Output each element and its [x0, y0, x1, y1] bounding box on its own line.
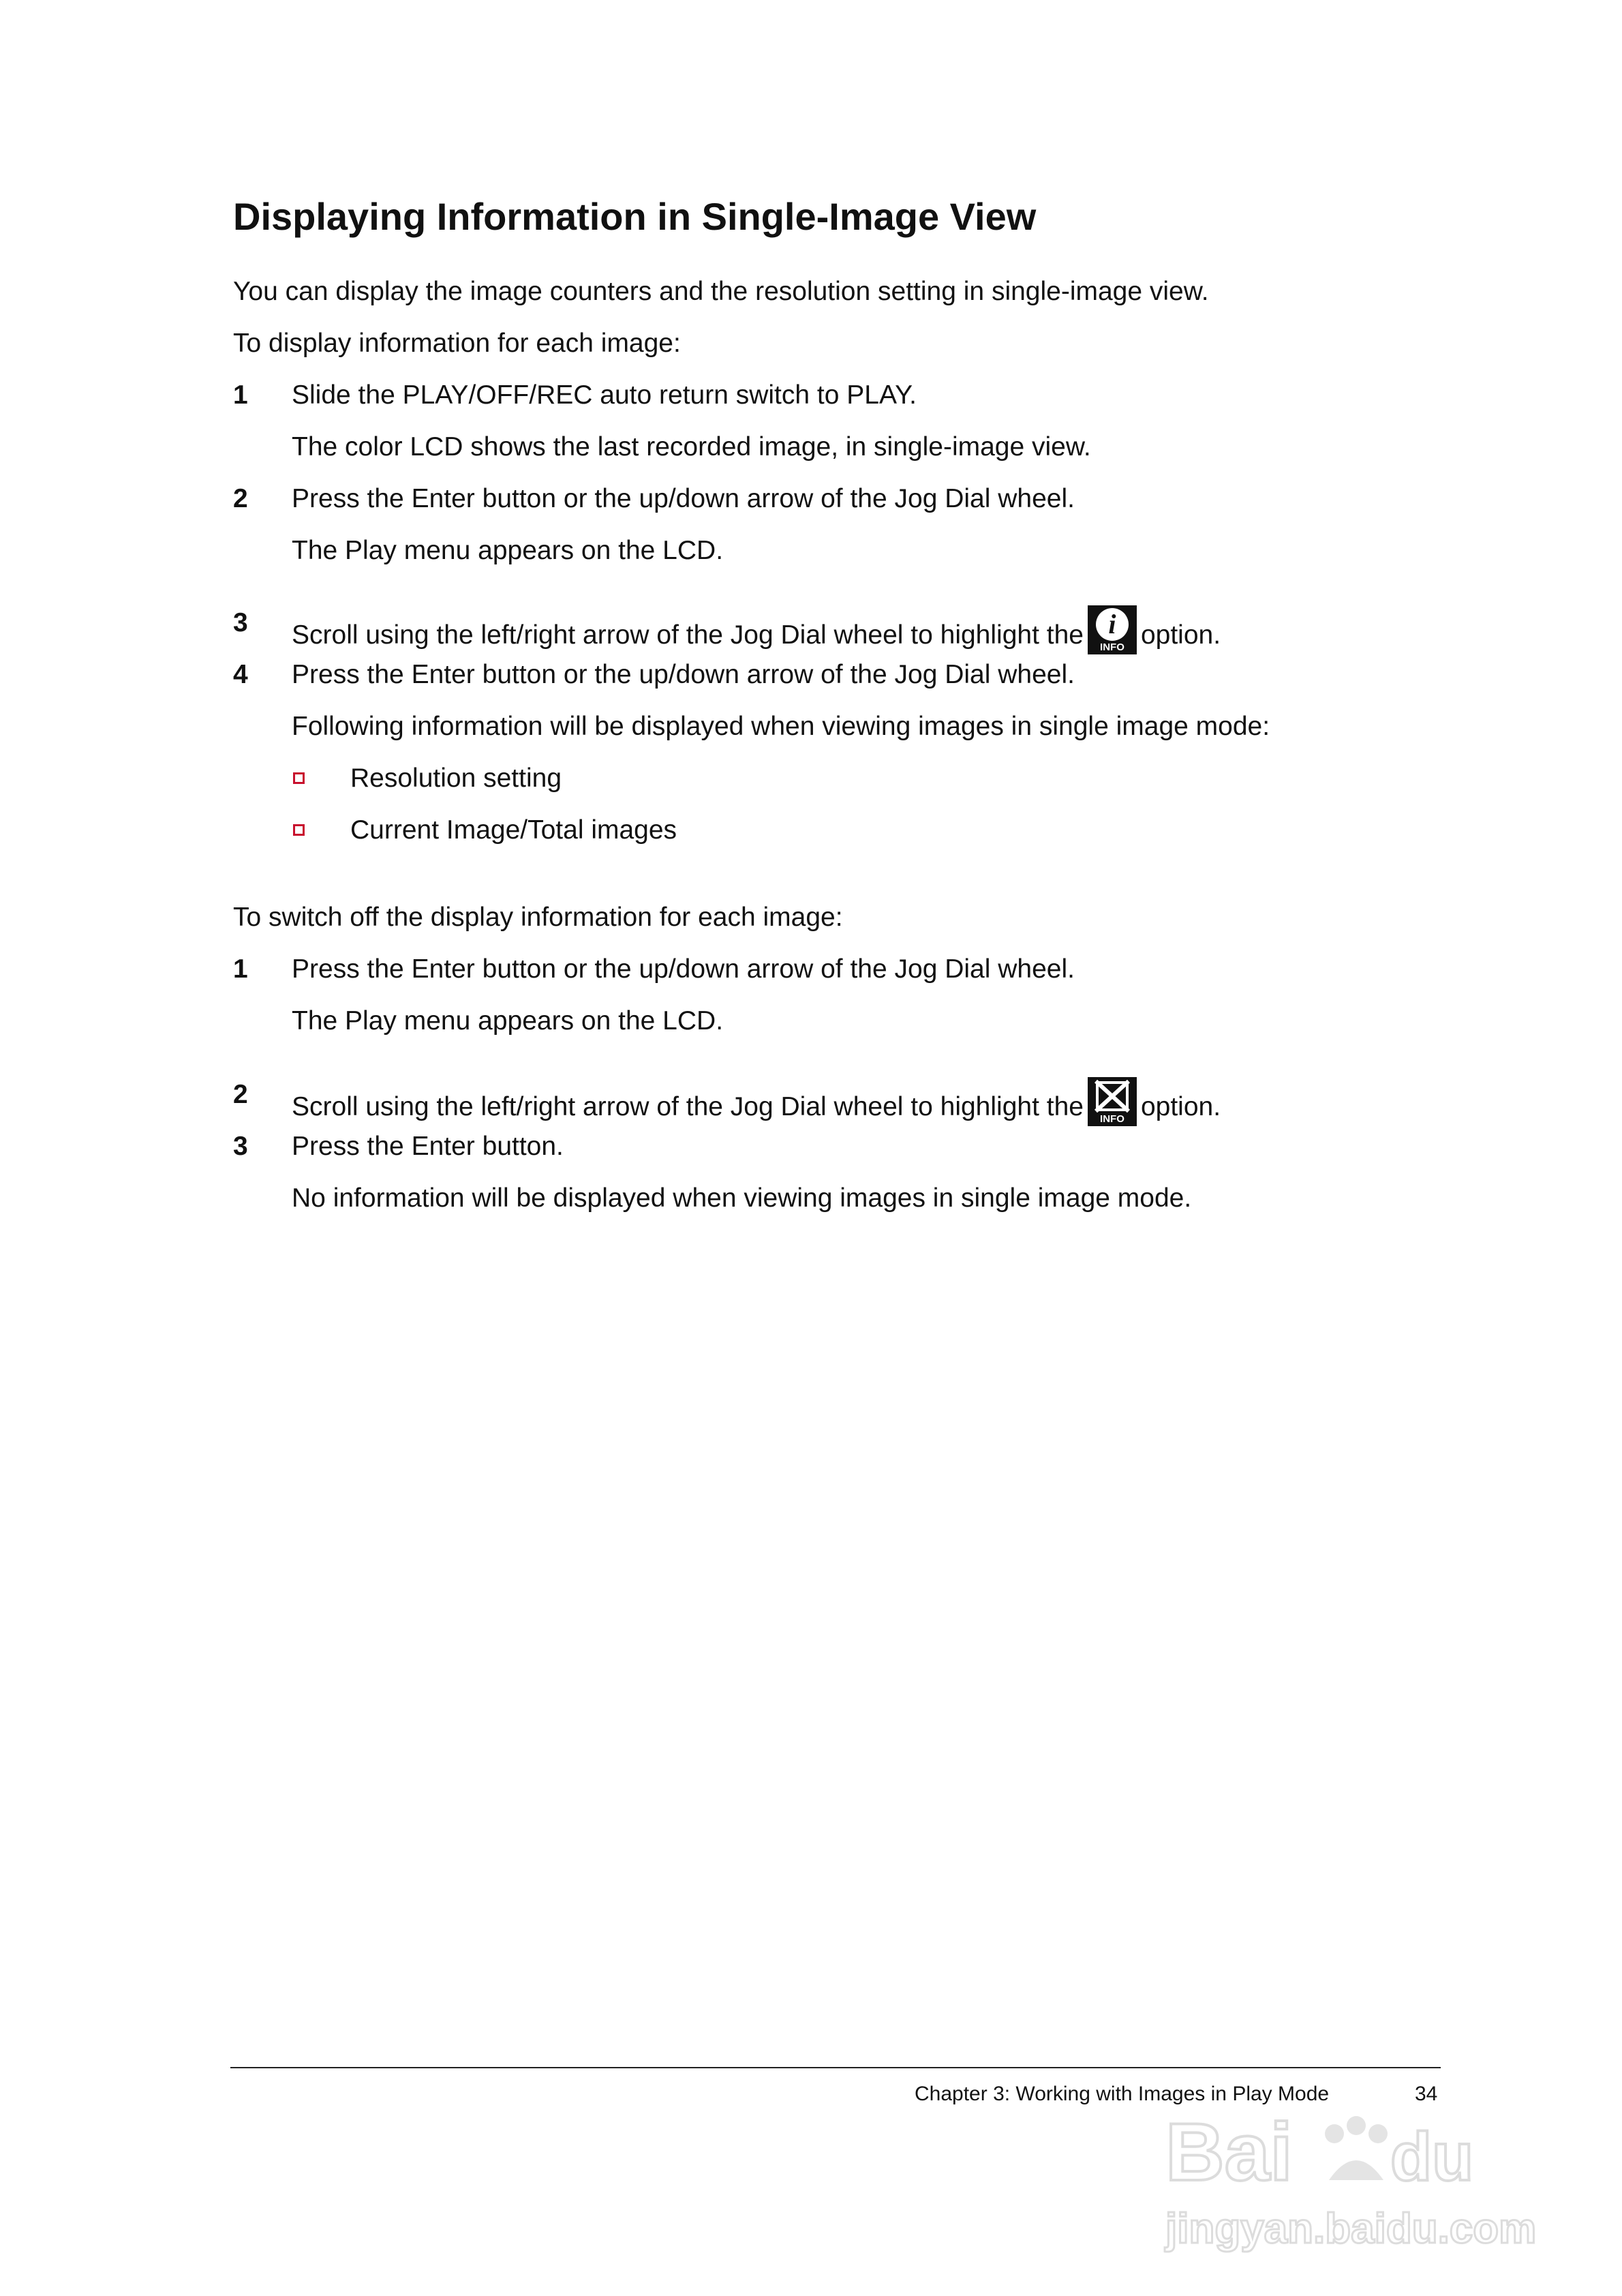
step-note: The Play menu appears on the LCD.: [292, 536, 724, 565]
step-text-with-icon: [292, 1077, 1221, 1126]
watermark-url: jingyan.baidu.com: [1165, 2205, 1537, 2252]
step-note: The color LCD shows the last recorded image, in single-image view.: [292, 432, 1091, 462]
step-number: 2: [233, 484, 248, 513]
step-text-with-icon: [292, 605, 1221, 654]
section2-lead: To switch off the display information for each image:: [233, 903, 843, 932]
section1-lead: To display information for each image:: [233, 329, 681, 358]
step-text: Press the Enter button or the up/down arrow of the Jog Dial wheel.: [292, 660, 1075, 689]
intro-text: You can display the image counters and the resolution setting in single-image view.: [233, 277, 1209, 306]
page-title: Displaying Information in Single-Image View: [233, 195, 1037, 238]
info-on-icon: [1088, 605, 1137, 654]
bullet-item: Resolution setting: [350, 764, 562, 793]
step-note: Following information will be displayed when viewing images in single image mode:: [292, 712, 1270, 741]
info-glyph: i: [1096, 608, 1129, 641]
bullet-item: Current Image/Total images: [350, 815, 677, 845]
step-number: 1: [233, 954, 248, 984]
footer-page-number: 34: [1415, 2083, 1438, 2105]
info-icon-label: INFO: [1100, 1113, 1124, 1125]
info-off-icon: [1088, 1077, 1137, 1126]
step-text: Press the Enter button.: [292, 1132, 564, 1161]
step-text: Press the Enter button or the up/down arrow of the Jog Dial wheel.: [292, 954, 1075, 984]
step-text-before: Scroll using the left/right arrow of the Jog Dial wheel to highlight the: [292, 620, 1084, 650]
step-number: 3: [233, 1132, 248, 1161]
bullet-square: [293, 772, 305, 784]
watermark-brand: Bai: [1165, 2106, 1293, 2198]
step-number: 2: [233, 1080, 248, 1109]
step-text: Press the Enter button or the up/down arrow of the Jog Dial wheel.: [292, 484, 1075, 513]
step-note: The Play menu appears on the LCD.: [292, 1006, 724, 1036]
svg-text:du: du: [1390, 2119, 1474, 2195]
x-mark-icon: [1093, 1078, 1131, 1114]
step-text-after: option.: [1140, 1092, 1221, 1121]
step-text: Slide the PLAY/OFF/REC auto return switch to PLAY.: [292, 380, 917, 410]
baidu-watermark-logo: [1159, 2100, 1540, 2263]
step-number: 4: [233, 660, 248, 689]
step-note: No information will be displayed when viewing images in single image mode.: [292, 1183, 1192, 1213]
footer-chapter: Chapter 3: Working with Images in Play Mode: [915, 2083, 1330, 2105]
footer-rule: [230, 2067, 1441, 2068]
info-icon-label: INFO: [1100, 641, 1124, 653]
step-text-before: Scroll using the left/right arrow of the Jog Dial wheel to highlight the: [292, 1092, 1084, 1121]
step-number: 1: [233, 380, 248, 410]
step-number: 3: [233, 608, 248, 637]
step-text-after: option.: [1140, 620, 1221, 650]
bullet-square: [293, 824, 305, 836]
